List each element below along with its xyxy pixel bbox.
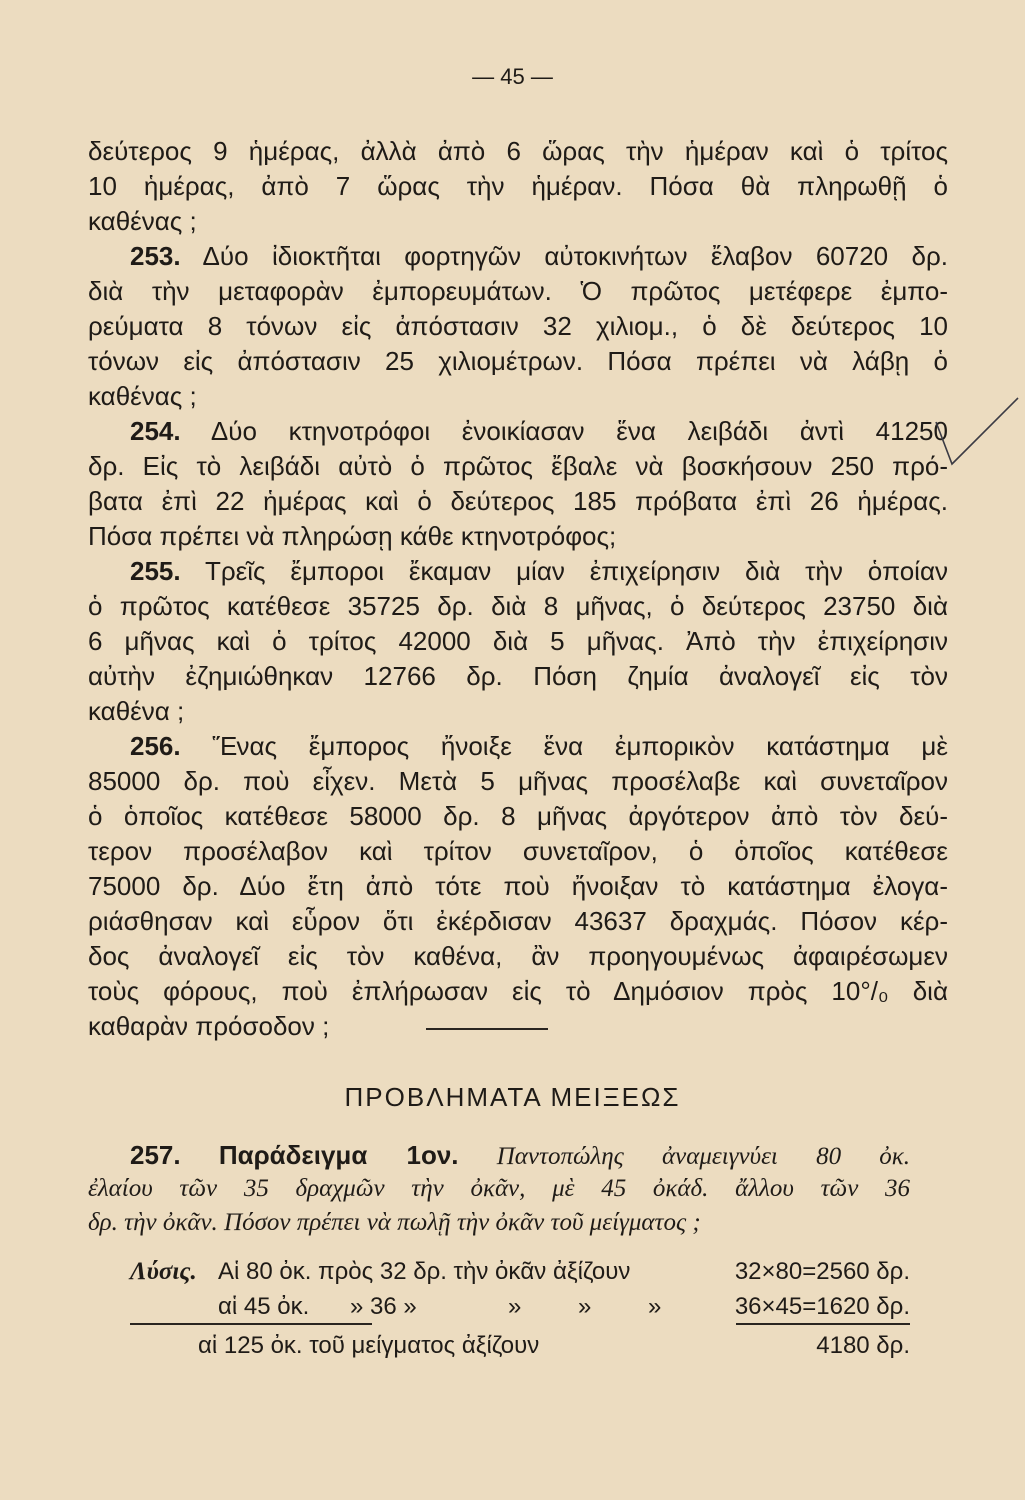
- text-line: τερον προσέλαβον καὶ τρίτον συνεταῖρον, ὁ ὁποῖος κατέθεσε: [88, 836, 948, 866]
- page-number: — 45 —: [472, 64, 553, 89]
- problem-254: [88, 414, 948, 554]
- solution-row: [88, 1328, 910, 1363]
- text-line: 85000 δρ. ποὺ εἶχεν. Μετὰ 5 μῆνας προσέλαβε καὶ συνεταῖρον: [88, 766, 948, 796]
- solution-text: »: [578, 1293, 592, 1320]
- text-line: Δύο ἰδιοκτῆται φορτηγῶν αὐτοκινήτων ἔλαβον 60720 δρ.: [202, 241, 948, 271]
- text-line: ὁ πρῶτος κατέθεσε 35725 δρ. διὰ 8 μῆνας, ὁ δεύτερος 23750 διὰ: [88, 591, 948, 621]
- text-line: δρ. Εἰς τὸ λειβάδι αὐτὸ ὁ πρῶτος ἔβαλε νὰ βοσκήσουν 250 πρό-: [88, 451, 948, 481]
- problem-256: [88, 729, 948, 1044]
- text-line: καθαρὰν πρόσοδον ;: [88, 1011, 330, 1041]
- example-number: 257.: [130, 1140, 181, 1170]
- problem-number: 255.: [130, 556, 181, 586]
- solution-total: 4180 δρ.: [816, 1332, 910, 1359]
- text-line: Ἕνας ἔμπορος ἤνοιξε ἕνα ἐμπορικὸν κατάστημα μὲ: [212, 731, 948, 761]
- solution-block: [88, 1254, 910, 1363]
- text-line: δος ἀναλογεῖ εἰς τὸν καθένα, ἂν προηγουμένως ἀφαιρέσωμεν: [88, 941, 948, 971]
- problem-253: [88, 239, 948, 414]
- section-title: ΠΡΟΒΛΗΜΑΤΑ ΜΕΙΞΕΩΣ: [344, 1082, 681, 1112]
- text-line: αὐτὴν ἐζημιώθηκαν 12766 δρ. Πόση ζημία ἀναλογεῖ εἰς τὸν: [88, 661, 948, 691]
- problem-number: 254.: [130, 416, 181, 446]
- text-line: Πόσα πρέπει νὰ πληρώσῃ κάθε κτηνοτρόφος;: [88, 521, 617, 551]
- text-line: 10 ἡμέρας, ἀπὸ 7 ὥρας τὴν ἡμέραν. Πόσα θὰ πληρωθῇ ὁ: [88, 171, 948, 201]
- text-line: δρ. τὴν ὀκᾶν. Πόσον πρέπει νὰ πωλῇ τὴν ὀκᾶν τοῦ μείγματος ;: [88, 1209, 701, 1236]
- text-line: ριάσθησαν καὶ εὗρον ὅτι ἐκέρδισαν 43637 δραχμάς. Πόσον κέρ-: [88, 906, 948, 936]
- problem-number: 256.: [130, 731, 181, 761]
- solution-text: αἱ 45 ὀκ.: [218, 1293, 310, 1320]
- solution-calc: 32×80=2560 δρ.: [734, 1258, 910, 1285]
- problem-number: 253.: [130, 241, 181, 271]
- text-line: 75000 δρ. Δύο ἔτη ἀπὸ τότε ποὺ ἤνοιξαν τὸ κατάστημα ἐλογα-: [88, 871, 948, 901]
- text-line: τόνων εἰς ἀπόστασιν 25 χιλιομέτρων. Πόσα πρέπει νὰ λάβῃ ὁ: [88, 346, 948, 376]
- problem-255: [88, 554, 948, 729]
- text-line: τοὺς φόρους, ποὺ ἐπλήρωσαν εἰς τὸ Δημόσιον πρὸς 10°/₀ διὰ: [88, 976, 948, 1006]
- solution-text: αἱ 125 ὀκ. τοῦ μείγματος ἀξίζουν: [198, 1332, 540, 1359]
- section-divider: [426, 1028, 548, 1030]
- text-line: ἐλαίου τῶν 35 δραχμῶν τὴν ὀκᾶν, μὲ 45 ὀκάδ. ἄλλου τῶν 36: [88, 1175, 910, 1202]
- problem-252-continuation: [88, 134, 948, 239]
- text-line: δεύτερος 9 ἡμέρας, ἀλλὰ ἀπὸ 6 ὥρας τὴν ἡμέραν καὶ ὁ τρίτος: [88, 136, 948, 166]
- solution-calc: 36×45=1620 δρ.: [734, 1293, 910, 1320]
- text-line: καθένα ;: [88, 696, 185, 726]
- text-line: καθένας ;: [88, 206, 197, 236]
- text-line: Παντοπώλης ἀναμειγνύει 80 ὀκ.: [496, 1143, 911, 1170]
- example-257: [88, 1138, 910, 1240]
- solution-label: Λύσις.: [130, 1258, 197, 1285]
- sum-underline: [736, 1323, 910, 1325]
- text-line: Τρεῖς ἔμποροι ἔκαμαν μίαν ἐπιχείρησιν διὰ τὴν ὁποίαν: [205, 556, 948, 586]
- text-line: 6 μῆνας καὶ ὁ τρίτος 42000 διὰ 5 μῆνας. Ἀπὸ τὴν ἐπιχείρησιν: [88, 626, 948, 656]
- text-line: διὰ τὴν μεταφορὰν ἐμπορευμάτων. Ὁ πρῶτος μετέφερε ἐμπο-: [88, 276, 948, 306]
- text-line: βατα ἐπὶ 22 ἡμέρας καὶ ὁ δεύτερος 185 πρόβατα ἐπὶ 26 ἡμέρας.: [88, 486, 948, 516]
- text-line: Δύο κτηνοτρόφοι ἐνοικίασαν ἕνα λειβάδι ἀντὶ 41250: [210, 416, 948, 446]
- problems-body: [88, 134, 948, 1044]
- solution-text: »: [648, 1293, 662, 1320]
- solution-text: Αἱ 80 ὀκ. πρὸς 32 δρ. τὴν ὀκᾶν ἀξίζουν: [218, 1258, 631, 1285]
- text-line: ρεύματα 8 τόνων εἰς ἀπόστασιν 32 χιλιομ., ὁ δὲ δεύτερος 10: [88, 311, 948, 341]
- solution-row: [88, 1289, 910, 1324]
- text-line: καθένας ;: [88, 381, 197, 411]
- solution-row: [88, 1254, 910, 1289]
- solution-text: » 36 »: [350, 1293, 417, 1320]
- example-label: Παράδειγμα 1ον.: [218, 1140, 459, 1170]
- sum-underline: [130, 1323, 372, 1325]
- pen-checkmark-icon: [930, 392, 1025, 472]
- solution-text: »: [508, 1293, 522, 1320]
- text-line: ὁ ὁποῖος κατέθεσε 58000 δρ. 8 μῆνας ἀργότερον ἀπὸ τὸν δεύ-: [88, 801, 948, 831]
